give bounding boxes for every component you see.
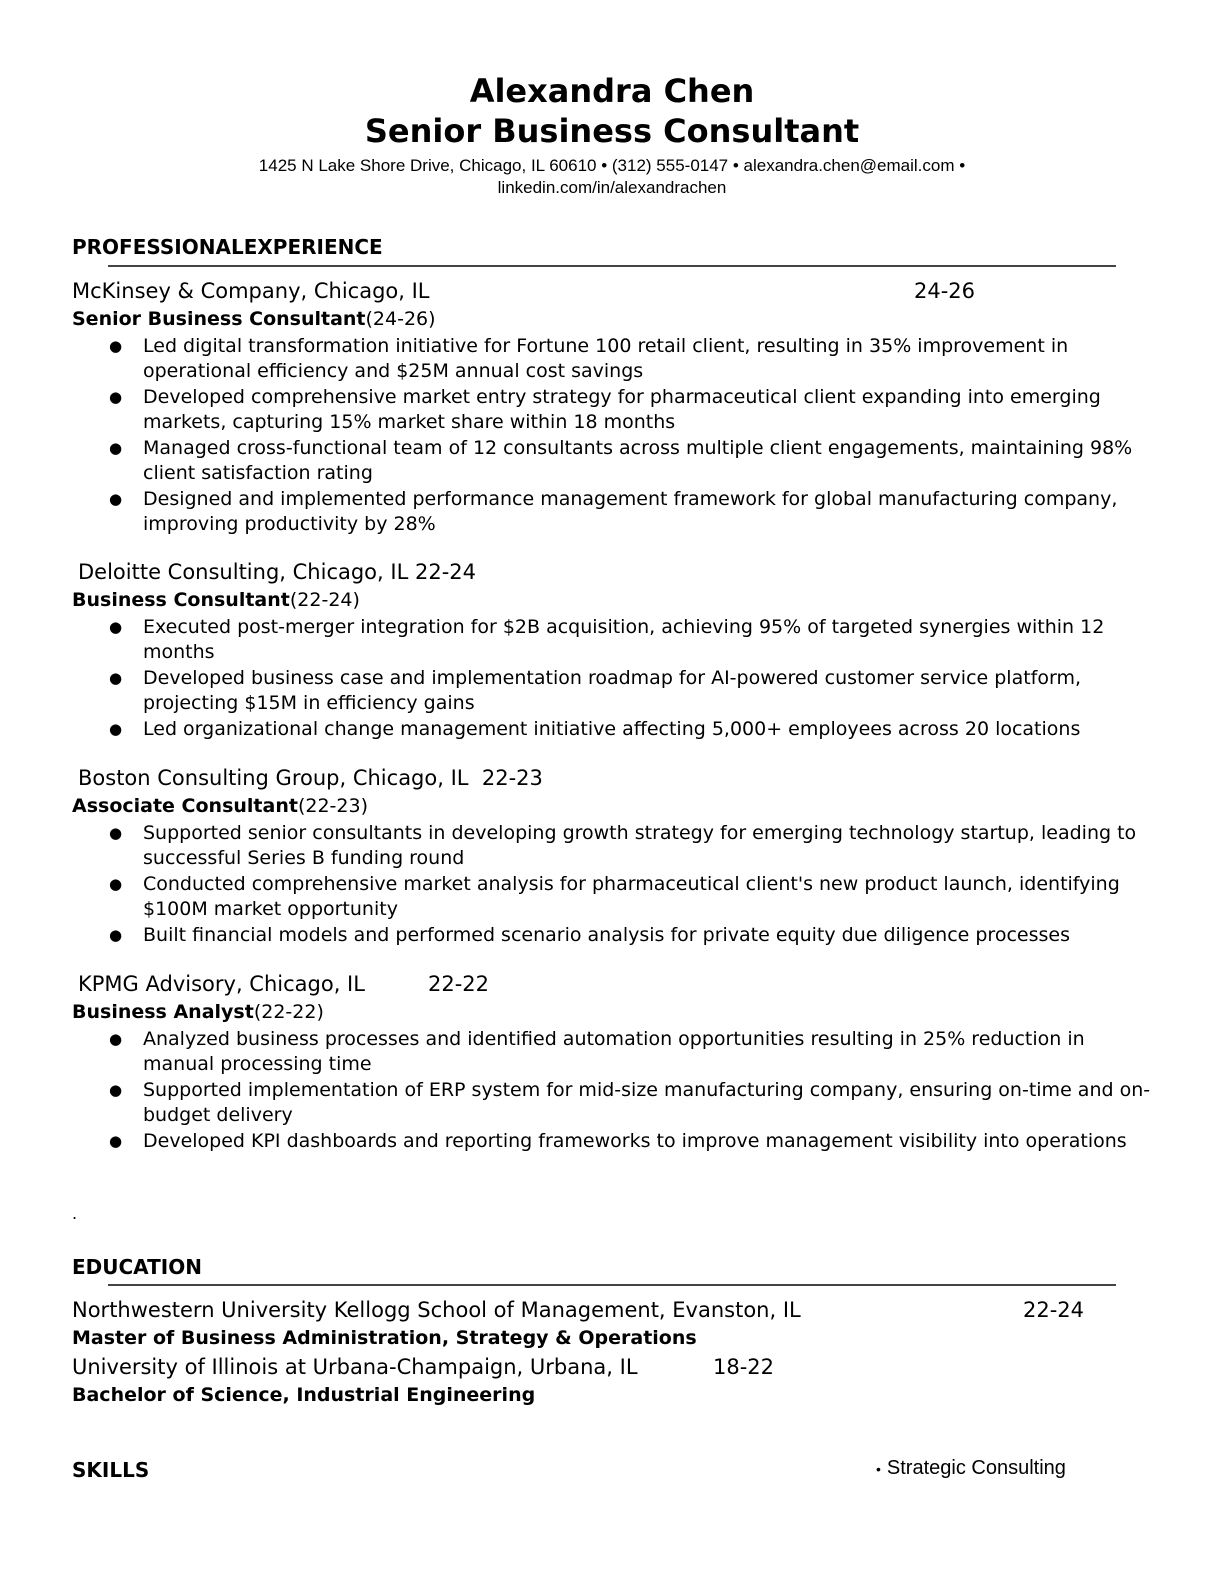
job-dates: 22-24 (414, 560, 476, 584)
job-dates: 24-26 (914, 279, 976, 303)
bullet-icon: ● (109, 490, 123, 508)
list-item: ● Led digital transformation initiative for Fortune 100 retail client, resulting in 35% improvement in operational efficiency and $25M annual cost savings (109, 335, 1069, 382)
education-school: Northwestern University Kellogg School of Management, Evanston, IL (72, 1298, 801, 1322)
education-dates: 18-22 (713, 1355, 775, 1379)
stray-period: . (72, 1204, 78, 1223)
job-role-line (72, 1001, 324, 1023)
list-item: ● Supported implementation of ERP system for mid-size manufacturing company, ensuring on-time and on-budget delivery (109, 1079, 1151, 1126)
job-role-dates: (22-22) (253, 1001, 324, 1023)
list-item: ● Conducted comprehensive market analysis for pharmaceutical client's new product launch, identifying $100M market opportunity (109, 873, 1120, 920)
job-role-line (72, 308, 436, 330)
job-company: McKinsey & Company, Chicago, IL (72, 279, 430, 303)
job-role: Senior Business Consultant (72, 308, 366, 330)
section-divider (108, 1284, 1116, 1286)
job-role-dates: (22-24) (289, 589, 360, 611)
job-company-dates (78, 560, 476, 584)
job-bullets (72, 1027, 1152, 1156)
candidate-title: Senior Business Consultant (364, 112, 860, 150)
list-item: ● Developed business case and implementation roadmap for AI-powered customer service platform, projecting $15M in efficiency gains (109, 667, 1082, 714)
bullet-icon: ● (109, 439, 123, 457)
list-item: ● Managed cross-functional team of 12 consultants across multiple client engagements, maintaining 98% client satisfaction rating (109, 437, 1133, 484)
bullet-icon: ● (109, 1081, 123, 1099)
job-company-dates (78, 766, 543, 790)
bullet-icon: ● (109, 720, 123, 738)
bullet-icon: ● (109, 618, 123, 636)
job-role-line (72, 795, 368, 817)
bullet-icon: ● (109, 669, 123, 687)
job-dates: 22-23 (481, 766, 543, 790)
list-item: ● Built financial models and performed scenario analysis for private equity due diligence processes (109, 924, 1070, 946)
list-item: ● Designed and implemented performance management framework for global manufacturing company, improving productivity by 28% (109, 488, 1118, 535)
contact-linkedin: linkedin.com/in/alexandrachen (497, 178, 727, 197)
job-dates: 22-22 (428, 972, 490, 996)
skill-label: Strategic Consulting (886, 1457, 1066, 1479)
list-item: ● Executed post-merger integration for $2B acquisition, achieving 95% of targeted synergies within 12 months (109, 616, 1105, 663)
bullet-icon: ● (109, 388, 123, 406)
contact-line-1: 1425 N Lake Shore Drive, Chicago, IL 60610 • (312) 555-0147 • alexandra.chen@email.com • (258, 156, 966, 175)
bullet-icon: ● (109, 824, 123, 842)
section-heading-skills: SKILLS (72, 1458, 150, 1482)
job-bullets (72, 821, 1152, 950)
list-item: ● Led organizational change management initiative affecting 5,000+ employees across 20 locations (109, 718, 1081, 740)
skill-item (876, 1457, 1066, 1480)
job-role-line (72, 589, 360, 611)
candidate-name: Alexandra Chen (469, 72, 755, 110)
list-item: ● Developed comprehensive market entry strategy for pharmaceutical client expanding into emerging markets, capturing 15% market share within 18 months (109, 386, 1101, 433)
section-heading-experience: PROFESSIONALEXPERIENCE (72, 235, 383, 259)
job-bullets (72, 615, 1152, 744)
education-degree: Bachelor of Science, Industrial Engineering (72, 1384, 536, 1406)
list-item: ● Analyzed business processes and identified automation opportunities resulting in 25% reduction in manual processing time (109, 1028, 1085, 1075)
job-role-dates: (22-23) (297, 795, 368, 817)
job-role: Associate Consultant (72, 795, 298, 817)
bullet-icon: ● (109, 337, 123, 355)
job-role: Business Analyst (72, 1001, 254, 1023)
education-dates: 22-24 (1023, 1298, 1085, 1322)
job-role: Business Consultant (72, 589, 290, 611)
bullet-icon: ● (109, 1132, 123, 1150)
list-item: ● Developed KPI dashboards and reporting frameworks to improve management visibility into operations (109, 1130, 1127, 1152)
job-company: Deloitte Consulting, Chicago, IL (78, 560, 409, 584)
job-company: Boston Consulting Group, Chicago, IL (78, 766, 469, 790)
section-heading-education: EDUCATION (72, 1255, 202, 1279)
bullet-icon: ● (109, 1030, 123, 1048)
list-item: ● Supported senior consultants in developing growth strategy for emerging technology startup, leading to successful Series B funding round (109, 822, 1137, 869)
bullet-icon: ● (109, 875, 123, 893)
section-divider (108, 265, 1116, 267)
job-role-dates: (24-26) (365, 308, 436, 330)
job-company: KPMG Advisory, Chicago, IL (78, 972, 365, 996)
education-degree: Master of Business Administration, Strategy & Operations (72, 1327, 697, 1349)
bullet-icon: ● (109, 926, 123, 944)
education-school: University of Illinois at Urbana-Champaign, Urbana, IL (72, 1355, 638, 1379)
job-bullets (72, 334, 1152, 538)
bullet-icon: • (876, 1461, 881, 1477)
